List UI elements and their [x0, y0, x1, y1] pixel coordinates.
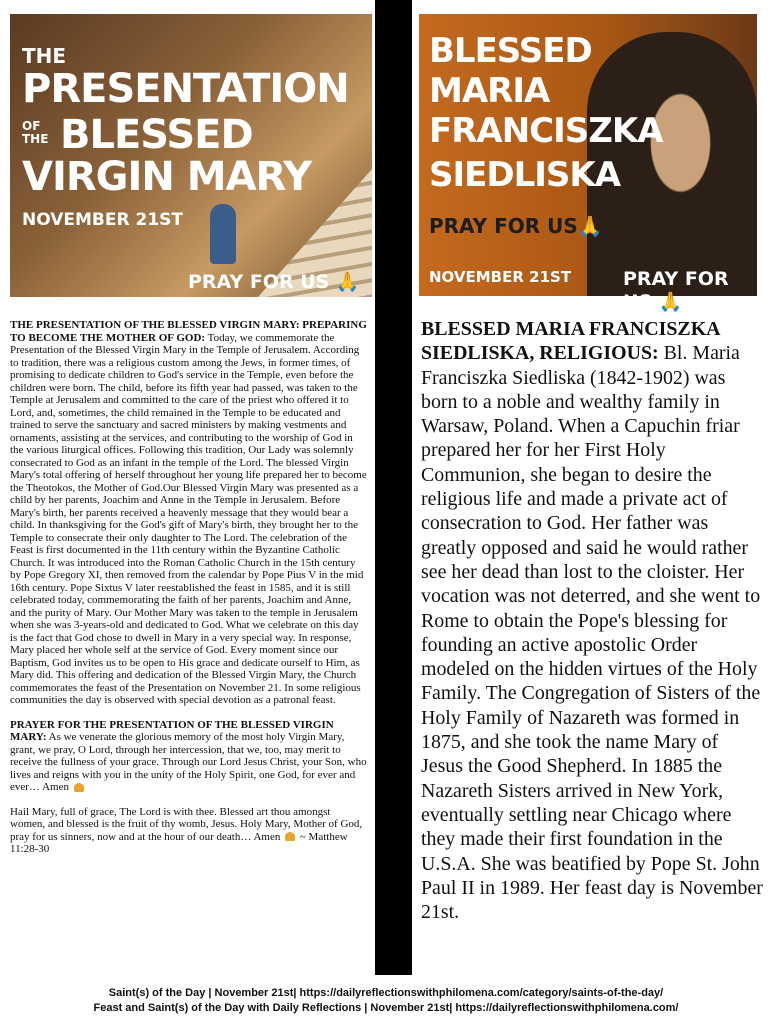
- page-footer: [0, 986, 772, 1016]
- banner-blessed: BLESSED: [60, 112, 253, 158]
- banner-name-line1: BLESSED: [429, 31, 592, 71]
- banner-pray-bottom: PRAY FOR US 🙏: [623, 268, 729, 313]
- siedliska-body: Bl. Maria Franciszka Siedliska (1842-1902) was born to a noble and wealthy family in Warsaw, Poland. When a Capuchin friar prepared her for her First Holy Communion, she began to desire the religious life and made a private act of consecration to God. Her father was greatly opposed and said he would rather see her dead than lost to the cloister. Her vocation was not deterred, and she went to Rome to obtain the Pope's blessing for founding an active apostolic Order modeled on the hidden virtues of the Holy Family. The Congregation of Sisters of the Holy Family of Nazareth was formed in 1875, and she took the name Mary of Jesus the Good Shepherd. In 1885 the Nazareth Sisters arrived in New York, eventually settling near Chicago where they made their first foundation in the U.S.A. She was beatified by Pope St. John Paul II in 1989. Her feast day is November 21st.: [421, 342, 763, 924]
- banner-the: THE: [22, 44, 67, 68]
- siedliska-banner-image: [419, 14, 757, 313]
- praying-hands-icon: [285, 832, 295, 841]
- hail-mary-text: Hail Mary, full of grace, The Lord is with thee. Blessed art thou amongst women, and blessed is the fruit of thy womb, Jesus. Holy Mary, Mother of God, pray for us sinners, now and at the hour of our death… Amen: [10, 805, 363, 843]
- presentation-article: [10, 319, 368, 868]
- column-divider: [375, 0, 412, 975]
- banner-virgin-mary: VIRGIN MARY: [22, 154, 312, 200]
- hail-mary-paragraph: [10, 806, 368, 856]
- banner-of-the: OF THE: [22, 119, 49, 146]
- banner-date: NOVEMBER 21ST: [22, 210, 183, 230]
- child-mary-figure: [210, 204, 236, 264]
- prayer-paragraph: [10, 719, 368, 794]
- footer-line1: Saint(s) of the Day | November 21st| https://dailyreflectionswithphilomena.com/category/saints-of-the-day/: [108, 987, 664, 999]
- footer-line2: Feast and Saint(s) of the Day with Daily Reflections | November 21st| https://dailyreflectionswithphilomena.com/: [93, 1002, 679, 1014]
- banner-name-line3: FRANCISZKA: [429, 111, 663, 151]
- presentation-banner-image: [10, 14, 372, 297]
- siedliska-heading: BLESSED MARIA FRANCISZKA SIEDLISKA, RELIGIOUS:: [421, 318, 720, 365]
- banner-date-right: NOVEMBER 21ST: [429, 268, 572, 286]
- praying-hands-icon: [74, 783, 84, 792]
- hail-mary-reference: ~ Matthew 11:28-30: [10, 830, 348, 855]
- banner-presentation: PRESENTATION: [22, 66, 349, 112]
- banner-pray-top: PRAY FOR US🙏: [429, 214, 603, 238]
- banner-name-line4: SIEDLISKA: [429, 155, 621, 195]
- prayer-heading: PRAYER FOR THE PRESENTATION OF THE BLESSED VIRGIN MARY:: [10, 718, 334, 743]
- prayer-body: As we venerate the glorious memory of the most holy Virgin Mary, grant, we pray, O Lord, through her intercession, that we, too, may merit to receive the fullness of your grace. Through our Lord Jesus Christ, your Son, who lives and reigns with you in the unity of the Holy Spirit, one God, for ever and ever… Amen: [10, 731, 367, 793]
- presentation-paragraph: [10, 319, 368, 707]
- siedliska-article: [421, 317, 763, 924]
- banner-pray-for-us: PRAY FOR US 🙏: [188, 271, 360, 293]
- presentation-body: Today, we commemorate the Presentation of the Blessed Virgin Mary in the Temple of Jerusalem. According to tradition, there was a religious custom among the Jews, in former times, of promising to dedicate children to God's service in the Temple, even before the children were born. The child, before its fifth year had passed, was taken to the Temple at Jerusalem and committed to the care of the priest who offered it to Lord, and, sometimes, the child remained in the Temple to be educated and trained to serve the sanctuary and sacred ministers by making vestments and ornaments, assisting at the services, and contributing to the worship of God in the various liturgical offices. Following this tradition, Our Lady was solemnly consecrated to God as an infant in the temple of the Lord. The blessed Virgin Mary's total offering of herself throughout her young life prepared her to become the Theotokos, the Mother of God.Our Blessed Virgin Mary was presented as a child by her parents, Joachim and Anne in the Temple in Jerusalem. Before Mary's birth, her parents received a heavenly message that they would bear a child. In thanksgiving for the God's gift of Mary's birth, they brought her to the Temple to consecrate their only daughter to The Lord. The celebration of the Feast is first documented in the 11th century within the Byzantine Catholic Church. It was introduced into the Roman Catholic Church in the 15th century by Pope Gregory XI, then removed from the calendar by Pope Pius V in the mid 16th century. Pope Sixtus V later reestablished the feast in 1585, and it is still celebrated today, commemorating the faith of her parents, Joachim and Anne, and the purity of Mary. Our Mother Mary was taken to the temple in Jerusalem when she was 3-years-old and dedicated to God. What we celebrate on this day is the fact that God chose to dwell in Mary in a very special way. In response, Mary placed her whole self at the service of God. Every moment since our Baptism, God invites us to be open to His grace and dedicate ourself to Him, as Mary did. This offering and dedication of the Blessed Virgin Mary, the Church commemorates the feast of the Presentation on November 21. In some religious communities the day is observed with special devotion as a patronal feast.: [10, 331, 367, 706]
- banner-name-line2: MARIA: [429, 71, 550, 111]
- presentation-heading: THE PRESENTATION OF THE BLESSED VIRGIN MARY: PREPARING TO BECOME THE MOTHER OF GOD:: [10, 319, 367, 344]
